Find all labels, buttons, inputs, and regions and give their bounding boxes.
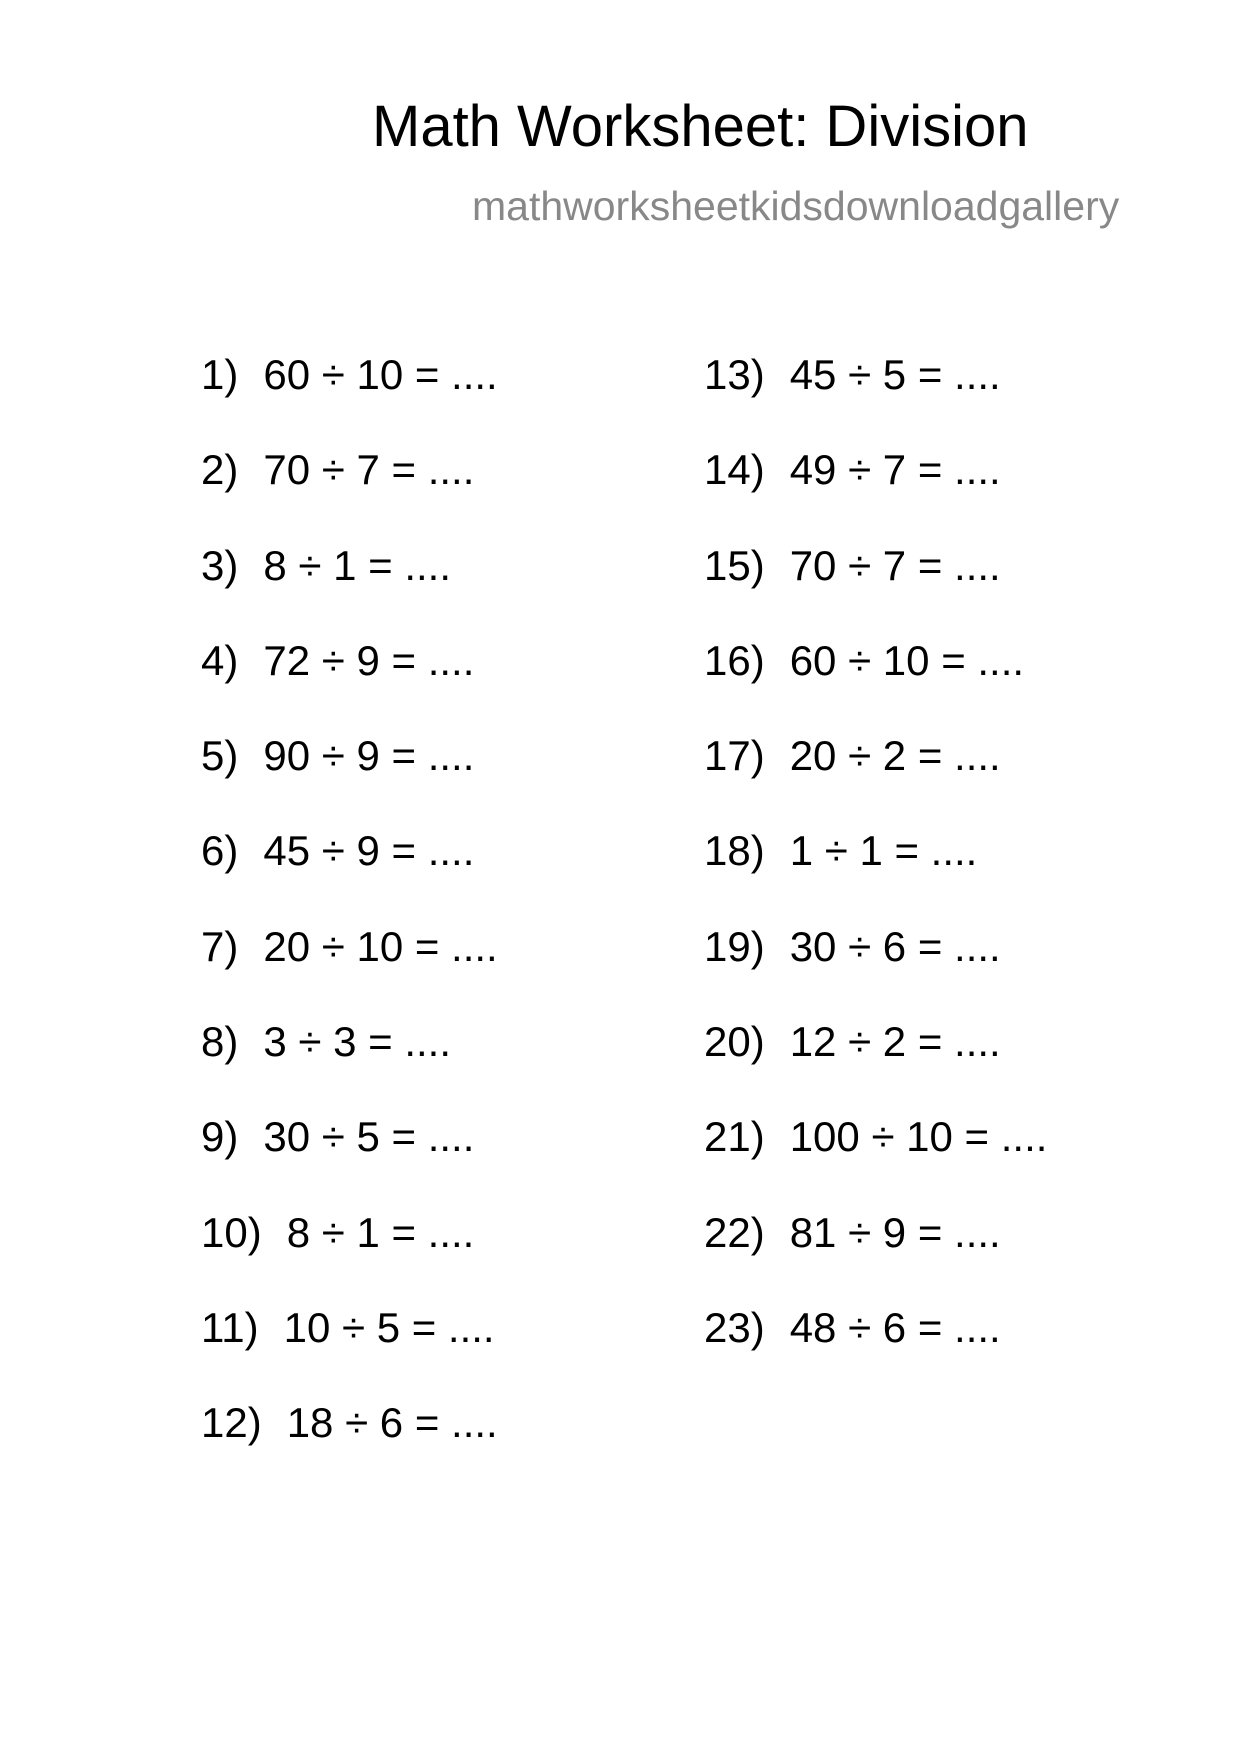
- problem-item: [704, 636, 1047, 735]
- problem-expression: 60 ÷ 10 = ....: [789, 636, 1025, 684]
- problem-expression: 1 ÷ 1 = ....: [789, 827, 978, 875]
- page-title: Math Worksheet: Division: [372, 94, 1029, 159]
- problem-item: [704, 446, 1047, 544]
- problem-expression: 90 ÷ 9 = ....: [263, 732, 475, 780]
- problem-number: 8): [201, 1018, 239, 1066]
- problem-expression: 100 ÷ 10 = ....: [789, 1113, 1048, 1161]
- problem-number: 12): [201, 1399, 262, 1447]
- problem-expression: 72 ÷ 9 = ....: [263, 636, 475, 684]
- problem-item: [201, 732, 498, 830]
- problem-number: 14): [704, 446, 765, 494]
- problem-item: [704, 1303, 1047, 1402]
- problem-item: [201, 1018, 498, 1116]
- problem-number: 16): [704, 636, 765, 684]
- problem-number: 18): [704, 827, 765, 875]
- problem-expression: 8 ÷ 1 = ....: [263, 541, 452, 589]
- problem-number: 7): [201, 922, 239, 970]
- problem-list-right: [704, 351, 1048, 1402]
- problem-item: [201, 1303, 498, 1402]
- problem-item: [704, 351, 1047, 449]
- problem-list-left: [201, 351, 498, 1498]
- problem-number: 4): [201, 636, 239, 684]
- problem-expression: 70 ÷ 7 = ....: [789, 541, 1001, 589]
- problem-expression: 10 ÷ 5 = ....: [283, 1303, 495, 1351]
- problem-number: 13): [704, 351, 765, 398]
- problem-item: [201, 541, 498, 640]
- problem-expression: 30 ÷ 6 = ....: [789, 922, 1001, 970]
- problem-number: 1): [201, 351, 239, 398]
- problem-number: 3): [201, 541, 239, 589]
- problem-number: 10): [201, 1208, 262, 1256]
- problem-item: [704, 1208, 1047, 1307]
- problem-expression: 81 ÷ 9 = ....: [789, 1208, 1001, 1256]
- problem-number: 11): [201, 1303, 259, 1351]
- problem-expression: 30 ÷ 5 = ....: [263, 1113, 475, 1161]
- problem-expression: 45 ÷ 5 = ....: [789, 351, 1001, 398]
- problem-item: [201, 1113, 498, 1211]
- problem-expression: 12 ÷ 2 = ....: [789, 1018, 1001, 1066]
- problem-number: 6): [201, 827, 239, 875]
- problem-item: [201, 922, 498, 1021]
- problem-expression: 3 ÷ 3 = ....: [263, 1018, 452, 1066]
- problem-number: 20): [704, 1018, 765, 1066]
- problem-item: [704, 1113, 1048, 1211]
- problem-item: [704, 922, 1047, 1021]
- problem-expression: 18 ÷ 6 = ....: [286, 1399, 498, 1447]
- problem-item: [201, 1208, 498, 1307]
- page-subtitle: mathworksheetkidsdownloadgallery: [472, 183, 1120, 229]
- problem-number: 21): [704, 1113, 765, 1161]
- problem-item: [201, 1399, 498, 1497]
- problem-expression: 60 ÷ 10 = ....: [263, 351, 498, 398]
- problem-item: [704, 827, 1047, 925]
- problem-item: [704, 732, 1047, 830]
- problem-number: 23): [704, 1303, 765, 1351]
- problem-number: 15): [704, 541, 765, 589]
- problem-item: [704, 1018, 1047, 1116]
- problem-item: [704, 541, 1047, 640]
- problem-expression: 20 ÷ 10 = ....: [263, 922, 498, 970]
- problem-number: 17): [704, 732, 765, 780]
- problem-number: 19): [704, 922, 765, 970]
- problem-expression: 20 ÷ 2 = ....: [789, 732, 1001, 780]
- problem-item: [201, 351, 498, 449]
- problem-number: 9): [201, 1113, 239, 1161]
- problem-expression: 49 ÷ 7 = ....: [789, 446, 1001, 494]
- problem-expression: 70 ÷ 7 = ....: [263, 446, 475, 494]
- problem-number: 2): [201, 446, 239, 494]
- problem-expression: 48 ÷ 6 = ....: [789, 1303, 1001, 1351]
- problem-item: [201, 827, 498, 925]
- problem-expression: 8 ÷ 1 = ....: [286, 1208, 475, 1256]
- problem-number: 22): [704, 1208, 765, 1256]
- problem-item: [201, 446, 498, 544]
- problem-expression: 45 ÷ 9 = ....: [263, 827, 475, 875]
- problem-item: [201, 636, 498, 735]
- problem-number: 5): [201, 732, 239, 780]
